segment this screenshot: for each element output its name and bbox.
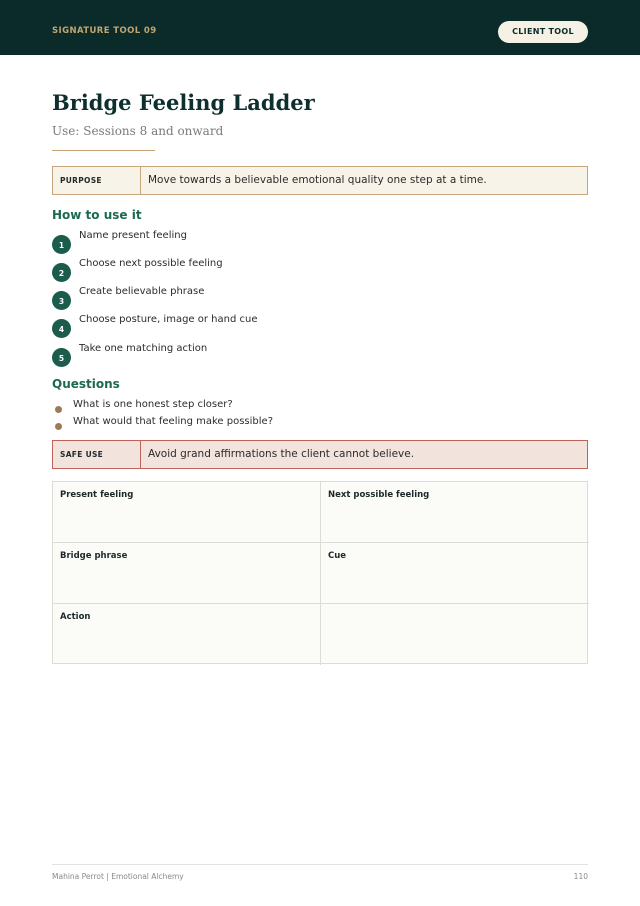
bullet-icon — [55, 406, 62, 413]
purpose-label: PURPOSE — [53, 167, 141, 194]
how-to-heading: How to use it — [52, 208, 142, 222]
step-number-badge: 3 — [52, 291, 71, 310]
tool-number-label: SIGNATURE TOOL 09 — [52, 26, 157, 36]
step-label: Take one matching action — [79, 343, 208, 354]
worksheet-cell-cue[interactable]: Cue — [321, 543, 589, 604]
worksheet-cell-action[interactable]: Action — [53, 604, 321, 665]
question-text: What is one honest step closer? — [73, 399, 233, 410]
step-item — [52, 314, 452, 336]
bullet-icon — [55, 423, 62, 430]
safe-use-callout — [52, 440, 588, 469]
step-label: Name present feeling — [79, 230, 187, 241]
step-number-badge: 5 — [52, 348, 71, 367]
title-divider — [52, 150, 155, 151]
worksheet-grid — [52, 481, 588, 664]
page-header — [0, 0, 640, 55]
client-tool-badge[interactable]: CLIENT TOOL — [498, 21, 588, 43]
safe-use-label: SAFE USE — [53, 441, 141, 468]
step-item — [52, 343, 452, 365]
purpose-callout — [52, 166, 588, 195]
footer-credit: Mahina Perrot | Emotional Alchemy — [52, 872, 184, 881]
questions-heading: Questions — [52, 377, 120, 391]
step-label: Choose posture, image or hand cue — [79, 314, 258, 325]
question-item — [52, 416, 552, 432]
safe-use-text: Avoid grand affirmations the client cannot believe. — [148, 448, 415, 460]
step-number-badge: 4 — [52, 319, 71, 338]
worksheet-cell-next-feeling[interactable]: Next possible feeling — [321, 482, 589, 543]
page-title: Bridge Feeling Ladder — [52, 90, 315, 115]
step-number-badge: 1 — [52, 235, 71, 254]
worksheet-cell-blank[interactable] — [321, 604, 589, 665]
page-subtitle: Use: Sessions 8 and onward — [52, 124, 224, 138]
question-item — [52, 399, 552, 415]
step-number-badge: 2 — [52, 263, 71, 282]
purpose-text: Move towards a believable emotional quality one step at a time. — [148, 174, 487, 186]
worksheet-cell-present-feeling[interactable]: Present feeling — [53, 482, 321, 543]
question-text: What would that feeling make possible? — [73, 416, 274, 427]
step-label: Create believable phrase — [79, 286, 205, 297]
step-item — [52, 230, 452, 252]
step-item — [52, 286, 452, 308]
step-item — [52, 258, 452, 280]
page-number: 110 — [573, 872, 588, 881]
footer-divider — [52, 864, 588, 865]
worksheet-cell-bridge-phrase[interactable]: Bridge phrase — [53, 543, 321, 604]
step-label: Choose next possible feeling — [79, 258, 223, 269]
